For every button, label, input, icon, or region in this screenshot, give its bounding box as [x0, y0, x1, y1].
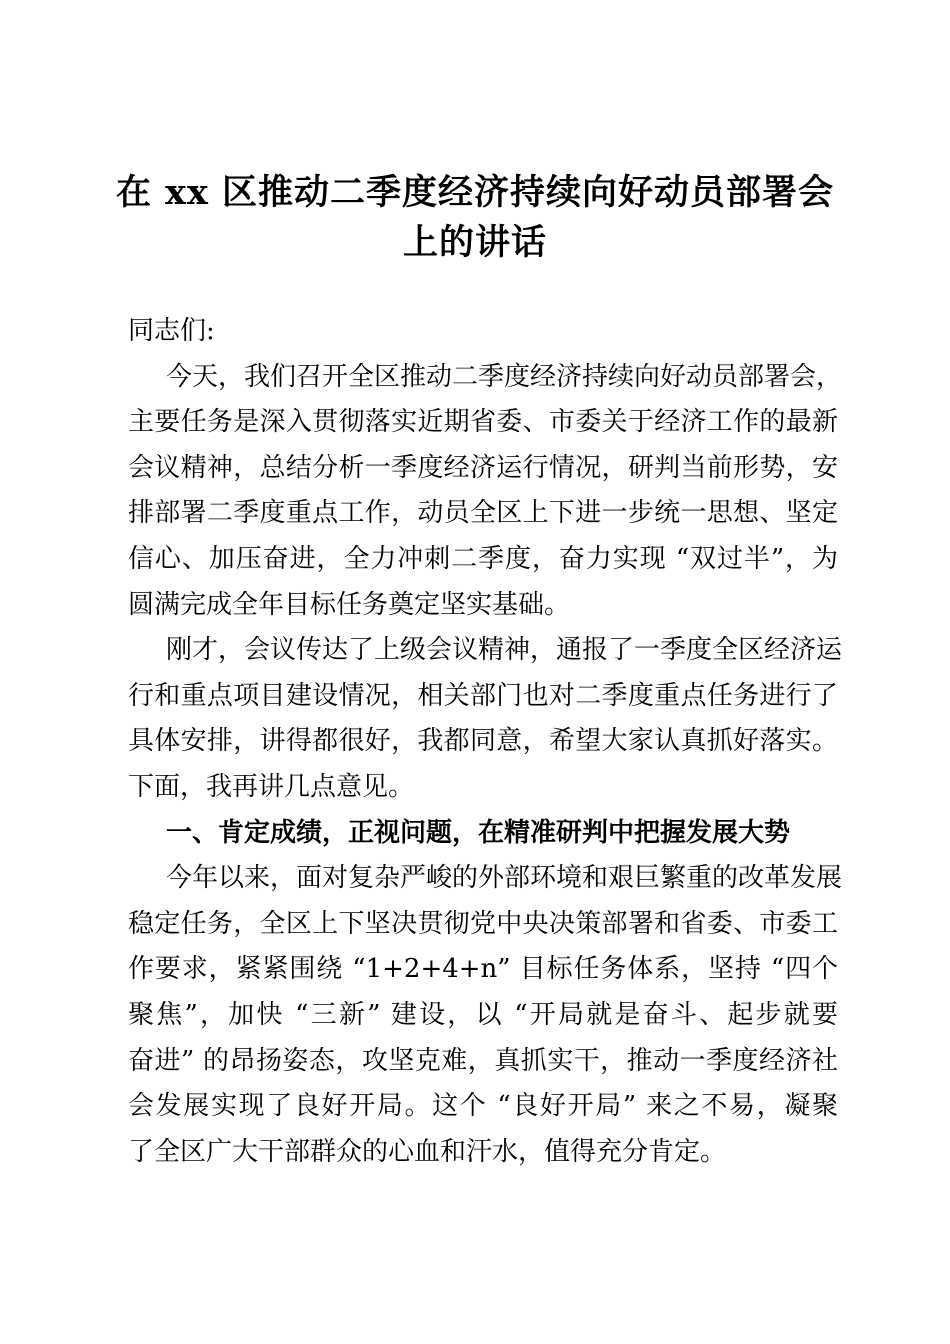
paragraph-opening [128, 355, 843, 629]
document-body [128, 309, 843, 1175]
paragraph-line: 下面，我再讲几点意见。 [128, 771, 415, 802]
paragraph-line: 具体安排，讲得都很好，我都同意，希望大家认真抓好落实。 [128, 726, 838, 757]
paragraph-line: 稳定任务，全区上下坚决贯彻党中央决策部署和省委、市委工 [128, 908, 838, 939]
section-heading-1 [128, 811, 838, 857]
paragraph-achievements [128, 856, 843, 1175]
title-line-1: 在 xx 区推动二季度经济持续向好动员部署会 [115, 172, 835, 213]
paragraph-line: 圆满完成全年目标任务奠定坚实基础。 [128, 589, 571, 620]
paragraph-line: 聚焦”，加快 “三新” 建设，以 “开局就是奋斗、起步就要 [128, 999, 838, 1030]
paragraph-line: 行和重点项目建设情况，相关部门也对二季度重点任务进行了 [128, 680, 838, 711]
paragraph-line: 作要求，紧紧围绕 “1+2+4+n” 目标任务体系，坚持 “四个 [128, 954, 838, 985]
paragraph-line: 今天，我们召开全区推动二季度经济持续向好动员部署会， [166, 361, 843, 392]
paragraph-line: 刚才，会议传达了上级会议精神，通报了一季度全区经济运 [166, 635, 843, 666]
paragraph-line: 信心、加压奋进，全力冲刺二季度，奋力实现 “双过半”，为 [128, 543, 838, 574]
paragraph-meeting-summary [128, 628, 843, 810]
salutation-text: 同志们: [128, 316, 215, 346]
paragraph-line: 排部署二季度重点工作，动员全区上下进一步统一思想、坚定 [128, 498, 838, 529]
paragraph-line: 主要任务是深入贯彻落实近期省委、市委关于经济工作的最新 [128, 407, 838, 438]
paragraph-line: 奋进” 的昂扬姿态，攻坚克难，真抓实干，推动一季度经济社 [128, 1045, 838, 1076]
paragraph-line: 会发展实现了良好开局。这个 “良好开局” 来之不易，凝聚 [128, 1091, 838, 1122]
title-line-2: 上的讲话 [402, 222, 547, 263]
paragraph-line: 了全区广大干部群众的心血和汗水，值得充分肯定。 [128, 1136, 727, 1167]
paragraph-line: 今年以来，面对复杂严峻的外部环境和艰巨繁重的改革发展 [166, 863, 843, 894]
document-title [110, 168, 840, 268]
salutation [128, 309, 838, 355]
paragraph-line: 会议精神，总结分析一季度经济运行情况，研判当前形势，安 [128, 452, 838, 483]
section-heading-text: 一、肯定成绩，正视问题，在精准研判中把握发展大势 [166, 817, 791, 848]
